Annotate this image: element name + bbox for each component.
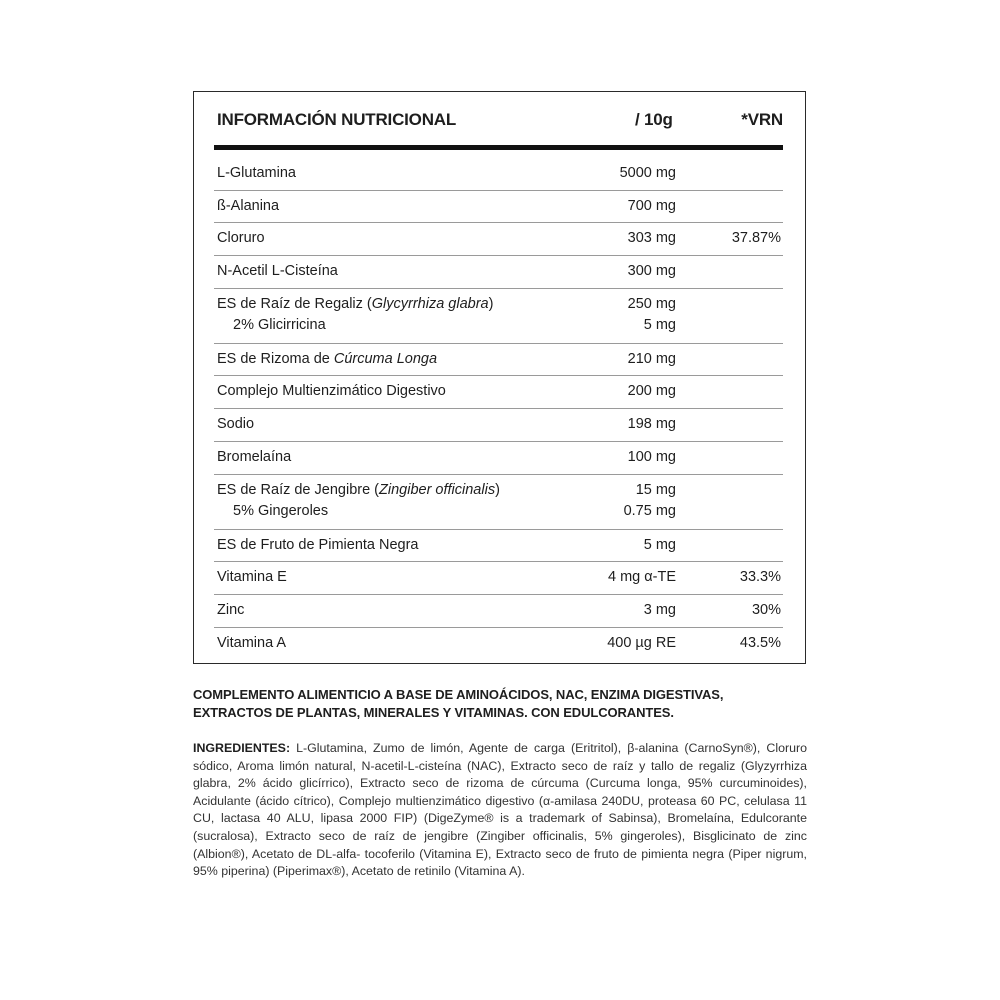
- nutrient-amount: 303 mg: [627, 230, 676, 247]
- nutrient-amount: 200 mg: [627, 383, 676, 400]
- nutrient-amount: 700 mg: [627, 197, 676, 214]
- header-vrn: *VRN: [741, 110, 783, 129]
- table-header: [217, 106, 783, 136]
- nutrient-name: Bromelaína: [217, 448, 292, 465]
- table-row: [214, 191, 783, 224]
- table-body: [214, 158, 783, 659]
- nutrient-vrn: 33.3%: [739, 569, 781, 586]
- nutrient-amount: 100 mg: [627, 448, 676, 465]
- sub-nutrient-name: 2% Glicirricina: [233, 316, 326, 333]
- nutrient-name: L-Glutamina: [217, 165, 296, 181]
- product-description-line-2: EXTRACTOS DE PLANTAS, MINERALES Y VITAMINAS. CON EDULCORANTES.: [193, 705, 674, 720]
- nutrient-amount: 210 mg: [627, 350, 676, 367]
- table-row: [214, 344, 783, 377]
- table-row: [214, 442, 783, 475]
- nutrient-amount: 15 mg: [635, 481, 676, 498]
- nutrient-amount: 3 mg: [643, 601, 676, 618]
- product-description-line-1: COMPLEMENTO ALIMENTICIO A BASE DE AMINOÁCIDOS, NAC, ENZIMA DIGESTIVAS,: [193, 687, 724, 702]
- table-row: [214, 376, 783, 409]
- sub-nutrient-amount: 5 mg: [643, 316, 676, 333]
- nutrient-name: N-Acetil L-Cisteína: [217, 263, 338, 280]
- nutrient-name: Cloruro: [217, 230, 265, 247]
- product-description: [193, 686, 813, 722]
- nutrient-amount: 250 mg: [627, 295, 676, 312]
- nutrient-name: ES de Raíz de Regaliz (Glycyrrhiza glabra): [217, 295, 494, 312]
- table-row: [214, 289, 783, 344]
- nutrient-name: ES de Fruto de Pimienta Negra: [217, 536, 419, 553]
- ingredients-label: INGREDIENTES:: [193, 741, 291, 755]
- nutrient-name: Complejo Multienzimático Digestivo: [217, 383, 446, 400]
- nutrient-amount: 198 mg: [627, 416, 676, 433]
- table-row: [214, 628, 783, 660]
- nutrient-name: Zinc: [217, 601, 245, 618]
- table-row: [214, 223, 783, 256]
- nutrient-vrn: 43.5%: [739, 634, 781, 651]
- nutrient-vrn: 37.87%: [731, 230, 781, 247]
- header-amount: / 10g: [635, 110, 673, 129]
- ingredients-list: [193, 740, 807, 881]
- header-name: INFORMACIÓN NUTRICIONAL: [217, 110, 457, 129]
- nutrient-name: Sodio: [217, 416, 255, 433]
- nutrient-name: Vitamina E: [217, 569, 287, 586]
- sub-nutrient-name: 5% Gingeroles: [233, 502, 329, 519]
- nutrient-amount: 400 µg RE: [607, 634, 676, 651]
- table-row: [214, 158, 783, 191]
- nutrient-name: ß-Alanina: [217, 197, 280, 214]
- nutrient-name: ES de Rizoma de Cúrcuma Longa: [217, 350, 438, 367]
- sub-nutrient-amount: 0.75 mg: [623, 502, 676, 519]
- table-row: [214, 595, 783, 628]
- nutrient-name: Vitamina A: [217, 634, 287, 651]
- table-row: [214, 475, 783, 530]
- nutrition-table: [193, 91, 806, 664]
- table-row: [214, 562, 783, 595]
- nutrient-amount: 5 mg: [643, 536, 676, 553]
- nutrient-amount: 5000 mg: [619, 165, 676, 181]
- nutrient-name: ES de Raíz de Jengibre (Zingiber officinalis): [217, 481, 500, 498]
- nutrient-amount: 300 mg: [627, 263, 676, 280]
- table-row: [214, 409, 783, 442]
- nutrient-vrn: 30%: [751, 601, 781, 618]
- table-row: [214, 256, 783, 289]
- header-divider: [214, 145, 783, 150]
- ingredients-text: L-Glutamina, Zumo de limón, Agente de carga (Eritritol), β-alanina (CarnoSyn®), Cloruro sódico, Aroma limón natural, N-acetil-L-cisteína (NAC), Extracto seco de raíz y tallo de regaliz (Glyzyrrhiza glabra, 2% ácido glicírrico), Extracto seco de rizoma de cúrcuma (Curcuma longa, 95% curcuminoides), Acidulante (ácido cítrico), Complejo multienzimático digestivo (α-amilasa 240DU, proteasa 60 PC, celulasa 11 CU, lactasa 40 ALU, lipasa 2000 FIP) (DigeZyme® is a trademark of Sabinsa), Bromelaína, Edulcorante (sucralosa), Extracto seco de raíz de jengibre (Zingiber officinalis, 5% gingeroles), Bisglicinato de zinc (Albion®), Acetato de DL-alfa- tocoferilo (Vitamina E), Extracto seco de fruto de pimienta negra (Piper nigrum, 95% piperina) (Piperimax®), Acetato de retinilo (Vitamina A).: [193, 741, 807, 879]
- table-row: [214, 530, 783, 563]
- nutrient-amount: 4 mg α-TE: [607, 569, 676, 586]
